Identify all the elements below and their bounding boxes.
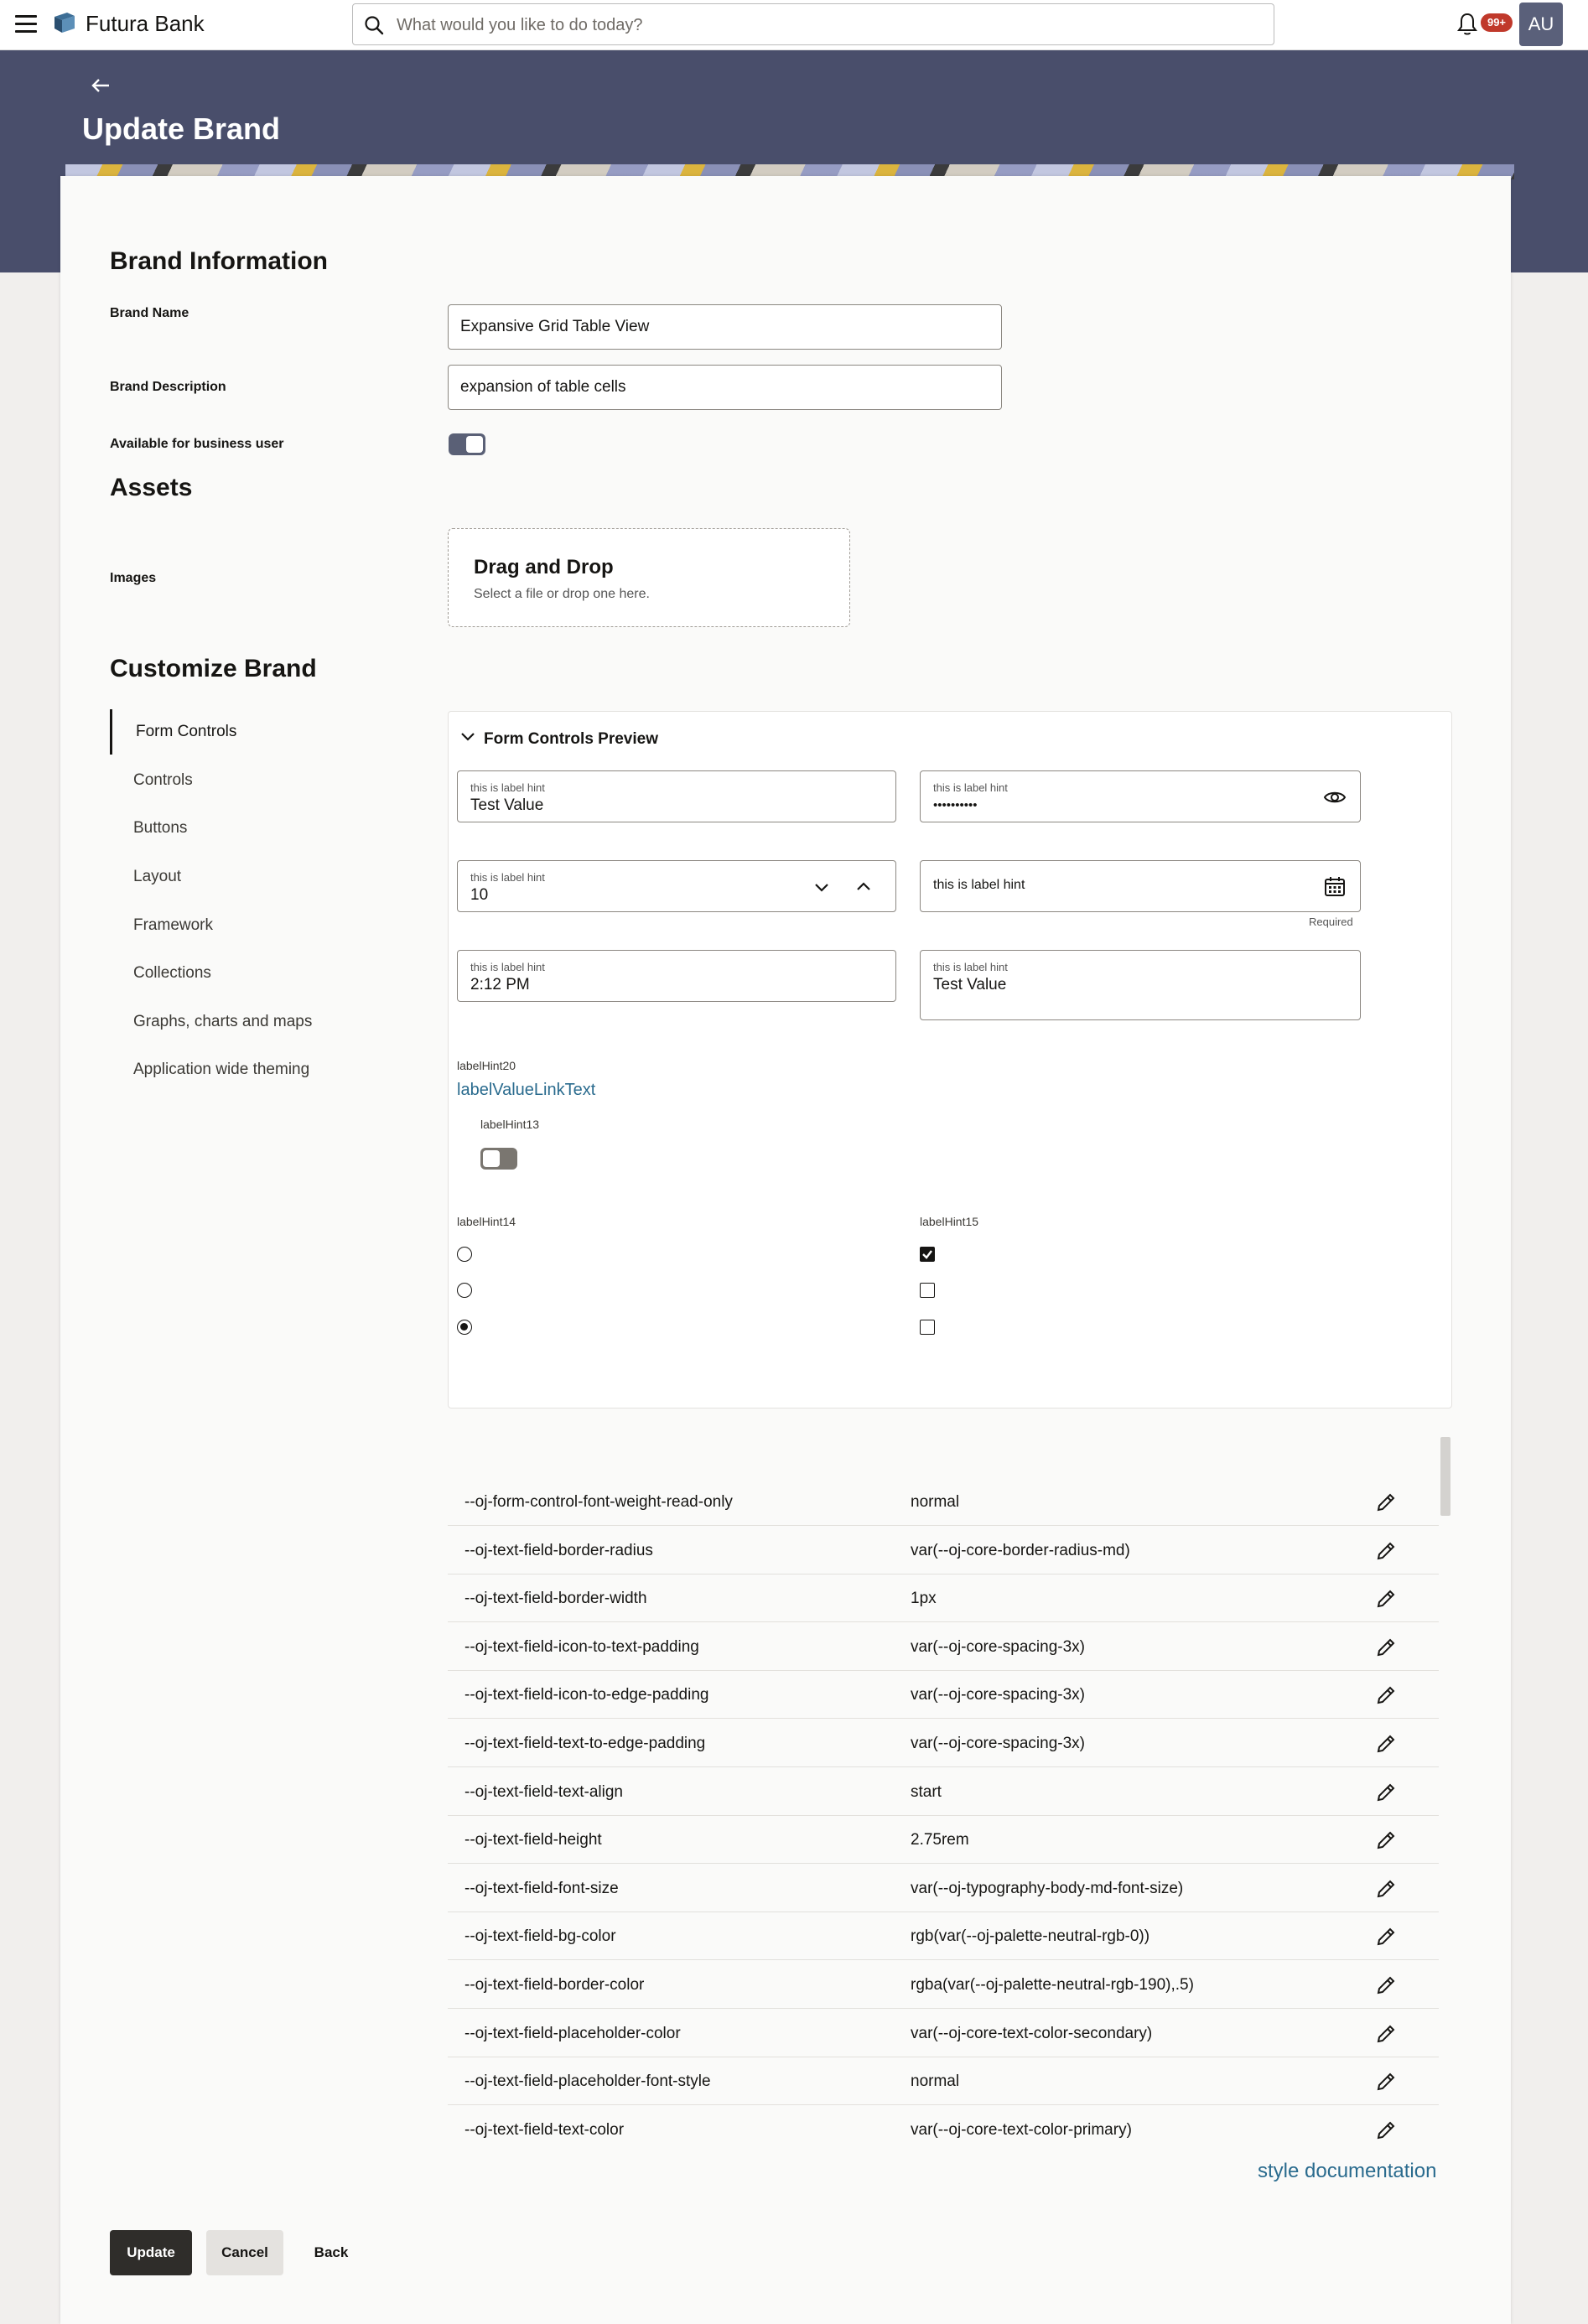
nav-item-collections[interactable]: Collections	[133, 964, 211, 982]
edit-pencil-icon[interactable]	[1375, 1782, 1397, 1803]
brand-description-input[interactable]	[448, 365, 1002, 410]
brand-name: Futura Bank	[86, 11, 205, 36]
table-scroll-thumb[interactable]	[1440, 1437, 1450, 1516]
nav-item-application-wide-theming[interactable]: Application wide theming	[133, 1061, 310, 1078]
variable-name: --oj-text-field-height	[464, 1831, 602, 1849]
available-for-business-user-toggle[interactable]	[449, 433, 485, 455]
nav-item-form-controls[interactable]: Form Controls	[110, 709, 361, 755]
variable-name: --oj-text-field-border-color	[464, 1976, 645, 1994]
link-label: labelHint20	[457, 1059, 516, 1072]
search-box	[352, 3, 1274, 45]
brand-name-label: Brand Name	[110, 306, 189, 320]
table-row	[448, 1720, 1439, 1767]
label-value-link[interactable]: labelValueLinkText	[457, 1081, 596, 1099]
variable-value: var(--oj-core-text-color-secondary)	[911, 2025, 1153, 2042]
dropzone-subtitle: Select a file or drop one here.	[474, 587, 650, 601]
table-row	[448, 1816, 1439, 1864]
edit-pencil-icon[interactable]	[1375, 1878, 1397, 1900]
nav-item-graphs-charts-maps[interactable]: Graphs, charts and maps	[133, 1013, 313, 1030]
images-label: Images	[110, 571, 157, 585]
eye-icon[interactable]	[1323, 786, 1347, 808]
chevron-down-icon[interactable]	[810, 876, 833, 898]
switch-label: labelHint13	[480, 1118, 540, 1131]
field-hint: this is label hint	[933, 961, 1008, 973]
field-value: 10	[470, 886, 489, 904]
preview-textarea-field[interactable]	[920, 950, 1361, 1020]
preview-password-field[interactable]	[920, 770, 1361, 822]
menu-icon[interactable]	[15, 15, 37, 34]
edit-pencil-icon[interactable]	[1375, 2071, 1397, 2093]
edit-pencil-icon[interactable]	[1375, 1684, 1397, 1706]
table-row	[448, 1478, 1439, 1526]
variable-name: --oj-text-field-icon-to-edge-padding	[464, 1686, 709, 1704]
table-row	[448, 1623, 1439, 1671]
variable-value: var(--oj-core-text-color-primary)	[911, 2121, 1132, 2139]
checkmark-icon	[921, 1248, 933, 1260]
table-row	[448, 1912, 1439, 1960]
search-input[interactable]	[397, 11, 1252, 39]
edit-pencil-icon[interactable]	[1375, 1829, 1397, 1851]
variable-value: var(--oj-typography-body-md-font-size)	[911, 1880, 1184, 1897]
radio-option-1[interactable]	[457, 1247, 472, 1262]
checkbox-group-label: labelHint15	[920, 1215, 979, 1228]
notification-bell-icon[interactable]	[1456, 12, 1479, 37]
checkbox-option-1[interactable]	[920, 1247, 935, 1262]
field-hint: this is label hint	[933, 781, 1008, 794]
brand-description-label: Brand Description	[110, 380, 226, 394]
variable-value: rgb(var(--oj-palette-neutral-rgb-0))	[911, 1927, 1150, 1945]
password-value: ••••••••••	[933, 798, 978, 812]
bank-logo-icon	[52, 10, 77, 35]
table-scrollbar[interactable]	[1440, 1434, 1450, 2143]
table-row	[448, 1865, 1439, 1912]
preview-number-field[interactable]	[457, 860, 896, 912]
variable-value: var(--oj-core-spacing-3x)	[911, 1638, 1085, 1656]
checkbox-option-2[interactable]	[920, 1283, 935, 1298]
radio-option-2[interactable]	[457, 1283, 472, 1298]
image-dropzone[interactable]	[448, 528, 850, 627]
field-value: Test Value	[933, 976, 1007, 993]
cancel-button[interactable]: Cancel	[206, 2230, 283, 2275]
user-avatar[interactable]: AU	[1519, 3, 1563, 46]
table-row	[448, 2010, 1439, 2057]
variable-value: 1px	[911, 1590, 937, 1607]
page-title: Update Brand	[82, 112, 281, 146]
brand-information-heading: Brand Information	[110, 247, 328, 275]
variable-name: --oj-text-field-placeholder-color	[464, 2025, 681, 2042]
assets-heading: Assets	[110, 474, 193, 501]
update-button[interactable]: Update	[110, 2230, 192, 2275]
nav-item-framework[interactable]: Framework	[133, 916, 214, 934]
variable-name: --oj-text-field-bg-color	[464, 1927, 616, 1945]
preview-date-field[interactable]	[920, 860, 1361, 912]
field-hint: this is label hint	[933, 878, 1025, 892]
field-value: Test Value	[470, 796, 544, 814]
brand-name-input[interactable]	[448, 304, 1002, 350]
field-hint: this is label hint	[470, 871, 545, 884]
nav-item-layout[interactable]: Layout	[133, 868, 182, 885]
edit-pencil-icon[interactable]	[1375, 1974, 1397, 1996]
edit-pencil-icon[interactable]	[1375, 1491, 1397, 1513]
variable-name: --oj-text-field-font-size	[464, 1880, 619, 1897]
table-row	[448, 1671, 1439, 1719]
edit-pencil-icon[interactable]	[1375, 1926, 1397, 1948]
field-value: 2:12 PM	[470, 976, 530, 993]
variable-value: var(--oj-core-spacing-3x)	[911, 1735, 1085, 1752]
variable-name: --oj-text-field-text-to-edge-padding	[464, 1735, 706, 1752]
variable-name: --oj-text-field-text-align	[464, 1783, 623, 1801]
checkbox-option-3[interactable]	[920, 1320, 935, 1335]
variable-value: var(--oj-core-spacing-3x)	[911, 1686, 1085, 1704]
required-text: Required	[1309, 916, 1353, 928]
variable-name: --oj-text-field-text-color	[464, 2121, 625, 2139]
edit-pencil-icon[interactable]	[1375, 2119, 1397, 2141]
style-variables-table	[448, 1434, 1439, 2143]
chevron-up-icon[interactable]	[852, 876, 875, 898]
variable-name: --oj-form-control-font-weight-read-only	[464, 1493, 733, 1511]
chevron-down-icon[interactable]	[460, 732, 475, 742]
variable-value: rgba(var(--oj-palette-neutral-rgb-190),.5)	[911, 1976, 1194, 1994]
preview-time-field[interactable]	[457, 950, 896, 1002]
calendar-icon[interactable]	[1323, 876, 1347, 898]
nav-item-buttons[interactable]: Buttons	[133, 819, 188, 837]
radio-option-3[interactable]	[457, 1320, 472, 1335]
table-row	[448, 1527, 1439, 1574]
variable-name: --oj-text-field-border-width	[464, 1590, 647, 1607]
variable-name: --oj-text-field-icon-to-text-padding	[464, 1638, 699, 1656]
field-hint: this is label hint	[470, 961, 545, 973]
variable-name: --oj-text-field-placeholder-font-style	[464, 2072, 711, 2090]
table-row	[448, 1768, 1439, 1816]
table-row	[448, 1961, 1439, 2009]
variable-value: var(--oj-core-border-radius-md)	[911, 1542, 1130, 1559]
edit-pencil-icon[interactable]	[1375, 2023, 1397, 2045]
dropzone-title: Drag and Drop	[474, 556, 614, 578]
table-row	[448, 1574, 1439, 1622]
edit-pencil-icon[interactable]	[1375, 1588, 1397, 1610]
customize-brand-heading: Customize Brand	[110, 655, 317, 682]
edit-pencil-icon[interactable]	[1375, 1637, 1397, 1658]
notification-badge: 99+	[1481, 13, 1513, 32]
variable-name: --oj-text-field-border-radius	[464, 1542, 653, 1559]
search-icon	[363, 14, 385, 36]
variable-value: 2.75rem	[911, 1831, 969, 1849]
available-for-business-user-label: Available for business user	[110, 437, 284, 451]
table-row	[448, 2106, 1439, 2143]
back-arrow-icon[interactable]	[89, 74, 112, 97]
preview-switch[interactable]	[480, 1148, 517, 1170]
preview-title: Form Controls Preview	[484, 730, 658, 748]
top-bar	[0, 0, 1588, 50]
edit-pencil-icon[interactable]	[1375, 1733, 1397, 1755]
variable-value: normal	[911, 2072, 960, 2090]
edit-pencil-icon[interactable]	[1375, 1540, 1397, 1562]
nav-item-controls[interactable]: Controls	[133, 771, 193, 789]
preview-text-field[interactable]	[457, 770, 896, 822]
radio-group-label: labelHint14	[457, 1215, 516, 1228]
field-hint: this is label hint	[470, 781, 545, 794]
variable-value: start	[911, 1783, 942, 1801]
table-row	[448, 2057, 1439, 2105]
style-documentation-link[interactable]: style documentation	[1258, 2160, 1437, 2182]
form-controls-preview	[448, 711, 1452, 1408]
back-button[interactable]: Back	[298, 2230, 365, 2275]
variable-value: normal	[911, 1493, 960, 1511]
